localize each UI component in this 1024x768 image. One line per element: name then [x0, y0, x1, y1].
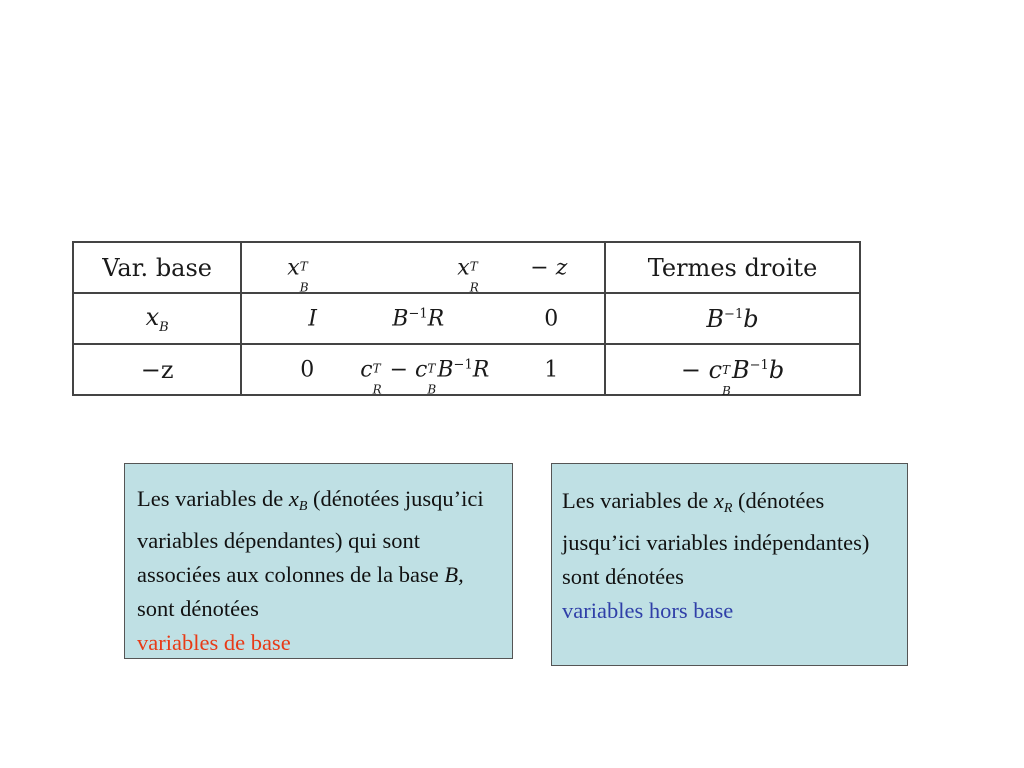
- tableau-row-minus-z: [73, 344, 860, 395]
- row2-one: 1: [544, 357, 559, 382]
- row2-zero: 0: [300, 357, 315, 382]
- row1-rhs: $B^{-1}b$: [605, 293, 860, 344]
- tableau-row-xb: [73, 293, 860, 344]
- row1-binv-r: $B^{-1}R$: [392, 305, 445, 332]
- note-right-text-1: Les variables de: [562, 488, 714, 513]
- header-xb: x T B: [287, 255, 309, 294]
- note-right-var-sub: R: [723, 501, 733, 516]
- row1-label: $x_B$: [73, 293, 241, 344]
- row2-rhs: − c T B $B^{-1}b$: [605, 344, 860, 395]
- header-var-base: Var. base: [73, 242, 241, 293]
- nonbasic-variables-note: [551, 463, 908, 666]
- note-right-var: x: [713, 488, 724, 513]
- note-left-text-2: (dénotées jusqu’ici variables dépendantes) qui sont associées aux colonnes de la base: [137, 486, 484, 587]
- note-left-var: x: [288, 486, 299, 511]
- header-xr: x T R: [457, 255, 479, 294]
- row1-identity: I: [308, 306, 317, 331]
- header-variables: [241, 242, 605, 293]
- header-termes-droite: Termes droite: [605, 242, 860, 293]
- row2-values: [241, 344, 605, 395]
- note-left-text-3: sont dénotées: [137, 596, 259, 621]
- basic-variables-note: [124, 463, 513, 659]
- note-left-highlight: variables de base: [137, 630, 291, 655]
- note-left-text-1: Les variables de: [137, 486, 289, 511]
- note-left-var-sub: B: [298, 499, 308, 514]
- note-right-highlight: variables hors base: [562, 598, 734, 623]
- row2-reduced-costs: c T R − c T B $B^{-1}R$: [360, 356, 490, 397]
- note-left-base: B,: [444, 562, 464, 587]
- tableau-header-row: [73, 242, 860, 293]
- header-minus-z: − z: [530, 255, 568, 280]
- row2-label: −z: [73, 344, 241, 395]
- row1-zero: 0: [544, 306, 559, 331]
- simplex-tableau: [72, 241, 861, 396]
- row1-values: [241, 293, 605, 344]
- note-right-text-2: (dénotées jusqu’ici variables indépendantes) sont dénotées: [562, 488, 870, 589]
